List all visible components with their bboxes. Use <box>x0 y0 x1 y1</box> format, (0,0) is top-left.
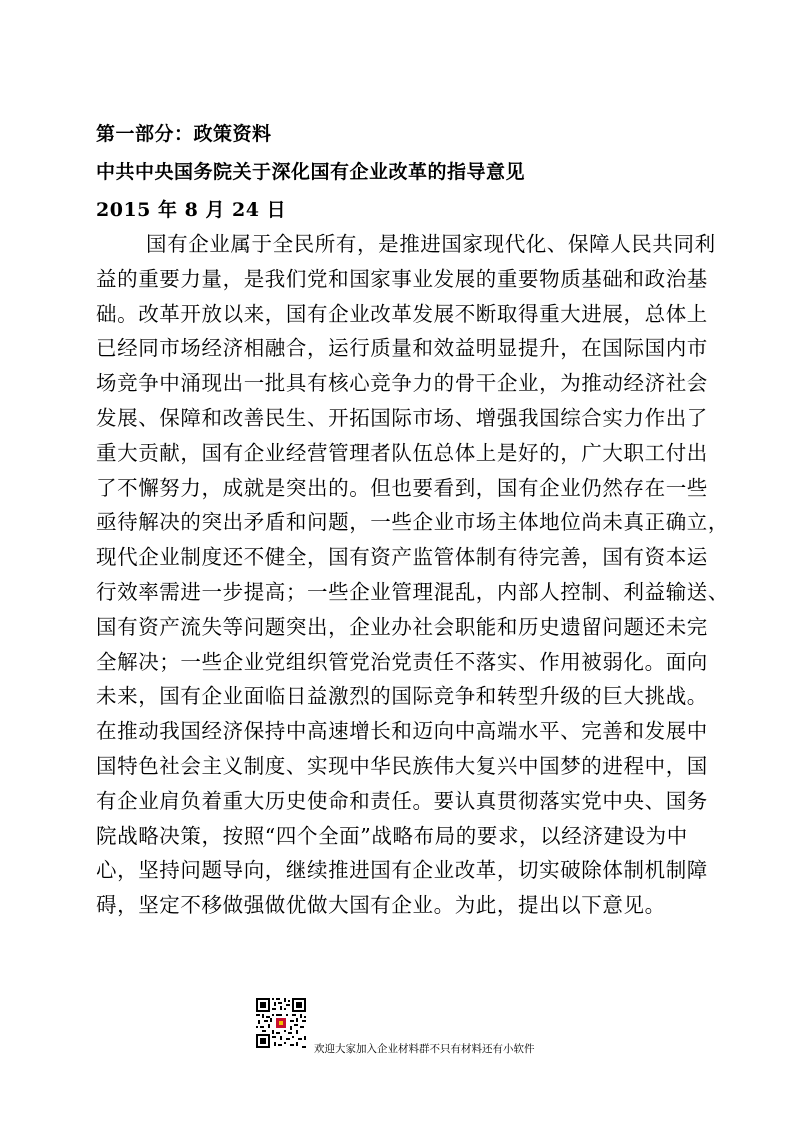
body-line: 院战略决策，按照“四个全面”战略布局的要求，以经济建设为中 <box>96 823 688 848</box>
body-line: 已经同市场经济相融合，运行质量和效益明显提升，在国际国内市 <box>96 336 708 361</box>
body-line: 亟待解决的突出矛盾和问题，一些企业市场主体地位尚未真正确立， <box>96 510 729 535</box>
body-line: 行效率需进一步提高；一些企业管理混乱，内部人控制、利益输送、 <box>96 579 729 604</box>
body-line: 全解决；一些企业党组织管党治党责任不落实、作用被弱化。面向 <box>96 649 708 674</box>
document-title: 中共中央国务院关于深化国有企业改革的指导意见 <box>96 161 526 183</box>
body-line: 碍，坚定不移做强做优做大国有企业。为此，提出以下意见。 <box>96 893 666 918</box>
body-line: 益的重要力量，是我们党和国家事业发展的重要物质基础和政治基 <box>96 266 708 291</box>
body-line: 重大贡献，国有企业经营管理者队伍总体上是好的，广大职工付出 <box>96 440 708 465</box>
footer <box>256 998 576 1058</box>
body-line: 发展、保障和改善民生、开拓国际市场、增强我国综合实力作出了 <box>96 405 708 430</box>
section-heading: 第一部分：政策资料 <box>96 123 272 145</box>
body-line: 现代企业制度还不健全，国有资产监管体制有待完善，国有资本运 <box>96 545 708 570</box>
body-line: 场竞争中涌现出一批具有核心竞争力的骨干企业，为推动经济社会 <box>96 371 708 396</box>
body-line: 未来，国有企业面临日益激烈的国际竞争和转型升级的巨大挑战。 <box>96 684 708 709</box>
body-line: 国有企业属于全民所有，是推进国家现代化、保障人民共同利 <box>146 232 716 256</box>
qr-code-icon[interactable] <box>256 998 306 1048</box>
body-line: 有企业肩负着重大历史使命和责任。要认真贯彻落实党中央、国务 <box>96 788 708 813</box>
body-line: 国特色社会主义制度、实现中华民族伟大复兴中国梦的进程中，国 <box>96 753 708 778</box>
document-date: 2015 年 8 月 24 日 <box>96 199 287 221</box>
body-line: 础。改革开放以来，国有企业改革发展不断取得重大进展，总体上 <box>96 301 708 326</box>
body-paragraph <box>96 227 729 923</box>
footer-caption: 欢迎大家加入企业材料群不只有材料还有小软件 <box>314 1043 535 1055</box>
body-line: 国有资产流失等问题突出，企业办社会职能和历史遗留问题还未完 <box>96 614 708 639</box>
body-line: 在推动我国经济保持中高速增长和迈向中高端水平、完善和发展中 <box>96 719 708 744</box>
body-line: 了不懈努力，成就是突出的。但也要看到，国有企业仍然存在一些 <box>96 475 708 500</box>
body-line: 心，坚持问题导向，继续推进国有企业改革，切实破除体制机制障 <box>96 858 708 883</box>
